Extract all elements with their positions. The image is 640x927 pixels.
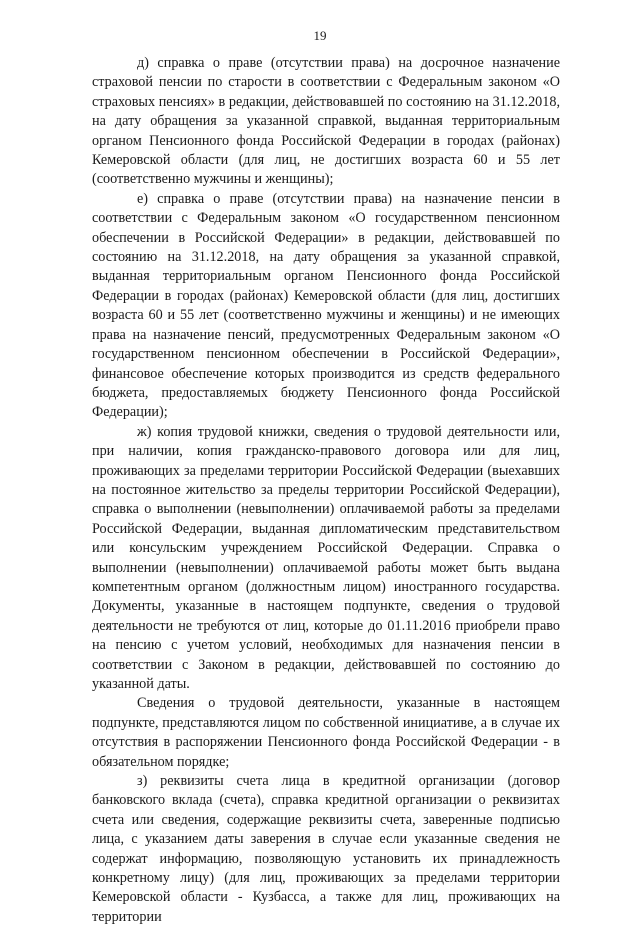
paragraph-d: д) справка о праве (отсутствии права) на досрочное назначение страховой пенсии по старости в соответствии с Федеральным законом «О страховых пенсиях» в редакции, действовавшей по состоянию на 31.12.2018, на дату обращения за указанной справкой, выданная территориальным органом Пенсионного фонда Российской Федерации в городах (районах) Кемеровской области (для лиц, не достигших возраста 60 и 55 лет (соответственно мужчины и женщины); bbox=[92, 55, 560, 188]
paragraph-z: з) реквизиты счета лица в кредитной организации (договор банковского вклада (счета), справка кредитной организации о реквизитах счета или сведения, содержащие реквизиты счета, заверенные подписью лица, с указанием даты заверения в случае если указанные сведения не содержат информацию, позволяющую установить их принадлежность конкретному лицу) (для лиц, проживающих за пределами территории Кемеровской области - Кузбасса, а также для лиц, проживающих на территории bbox=[92, 773, 560, 925]
document-body bbox=[92, 54, 560, 927]
page-number: 19 bbox=[313, 28, 327, 43]
paragraph-e: е) справка о праве (отсутствии права) на назначение пенсии в соответствии с Федеральным законом «О государственном пенсионном обеспечении в Российской Федерации» в редакции, действовавшей по состоянию на 31.12.2018, на дату обращения за указанной справкой, выданная территориальным органом Пенсионного фонда Российской Федерации в городах (районах) Кемеровской области (для лиц, достигших возраста 60 и 55 лет (соответственно мужчины и женщины) и не имеющих права на назначение пенсий, предусмотренных Федеральным законом «О государственном пенсионном обеспечении в Российской Федерации», финансовое обеспечение которых производится из средств федерального бюджета, предоставляемых бюджету Пенсионного фонда Российской Федерации); bbox=[92, 190, 560, 421]
paragraph-zh: ж) копия трудовой книжки, сведения о трудовой деятельности или, при наличии, копия гражданско-правового договора или для лиц, проживающих за пределами территории Российской Федерации (выехавших на постоянное жительство за пределы территории Российской Федерации), справка о выполнении (невыполнении) оплачиваемой работы за пределами Российской Федерации, выданная дипломатическим представительством или консульским учреждением Российской Федерации. Справка о выполнении (невыполнении) оплачиваемой работы может быть выдана компетентным органом (должностным лицом) иностранного государства. Документы, указанные в настоящем подпункте, сведения о трудовой деятельности не требуются от лиц, которые до 01.11.2016 приобрели право на пенсию с учетом условий, необходимых для назначения пенсии в соответствии с Законом в редакции, действовавшей по состоянию до указанной даты. bbox=[92, 423, 560, 692]
paragraph-work-info: Сведения о трудовой деятельности, указанные в настоящем подпункте, представляются лицом по собственной инициативе, а в случае их отсутствия в распоряжении Пенсионного фонда Российской Федерации - в обязательном порядке; bbox=[92, 695, 560, 770]
